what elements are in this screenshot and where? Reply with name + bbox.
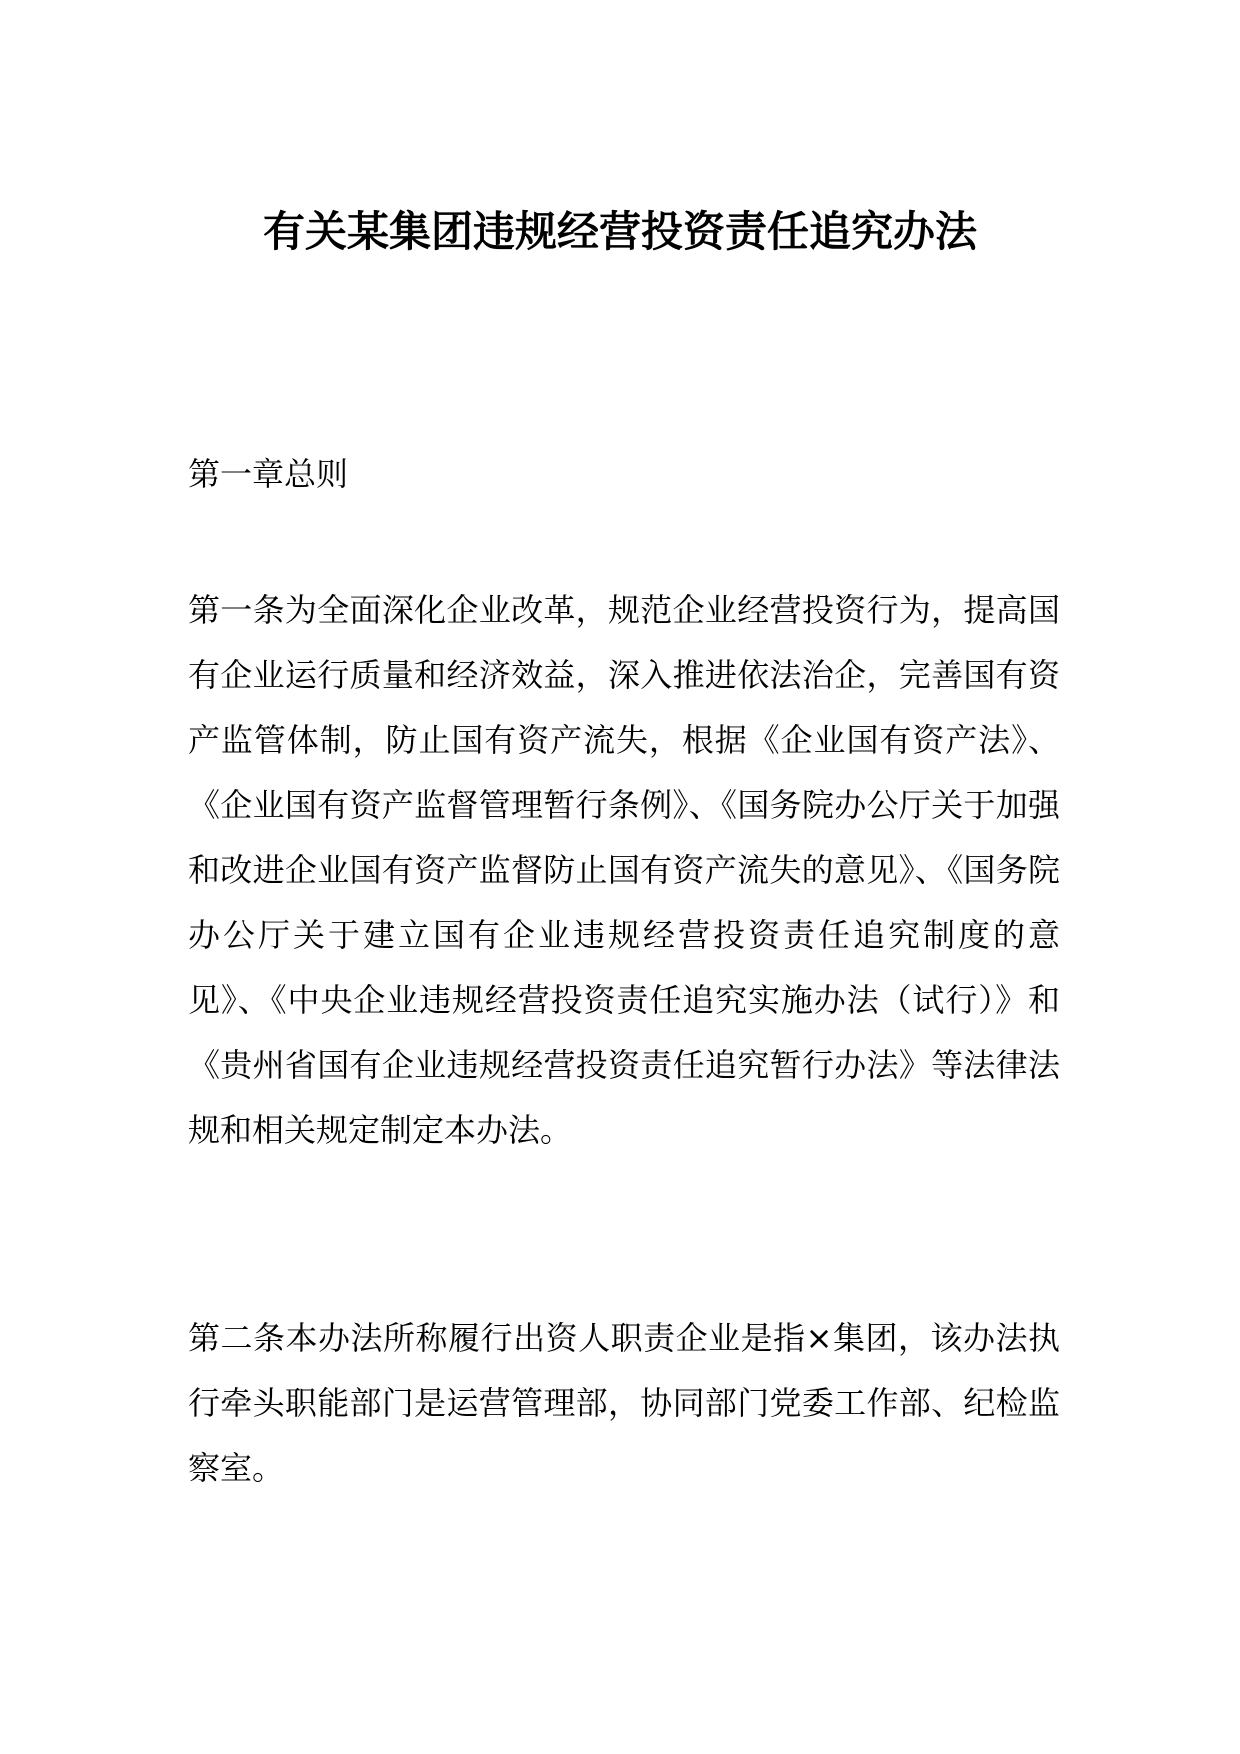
- document-title: 有关某集团违规经营投资责任追究办法: [262, 207, 977, 256]
- article-paragraph-1: 第一条为全面深化企业改革，规范企业经营投资行为，提高国有企业运行质量和经济效益，深入推进依法治企，完善国有资产监管体制，防止国有资产流失，根据《企业国有资产法》、《企业国有资产监督管理暂行条例》、《国务院办公厅关于加强和改进企业国有资产监督防止国有资产流失的意见》、《国务院办公厅关于建立国有企业违规经营投资责任追究制度的意见》、《中央企业违规经营投资责任追究实施办法（试行）》和《贵州省国有企业违规经营投资责任追究暂行办法》等法律法规和相关规定制定本办法。: [188, 591, 1060, 1149]
- chapter-heading: 第一章总则: [188, 455, 349, 493]
- article-paragraph-2: 第二条本办法所称履行出资人职责企业是指×集团，该办法执行牵头职能部门是运营管理部，协同部门党委工作部、纪检监察室。: [188, 1319, 1060, 1487]
